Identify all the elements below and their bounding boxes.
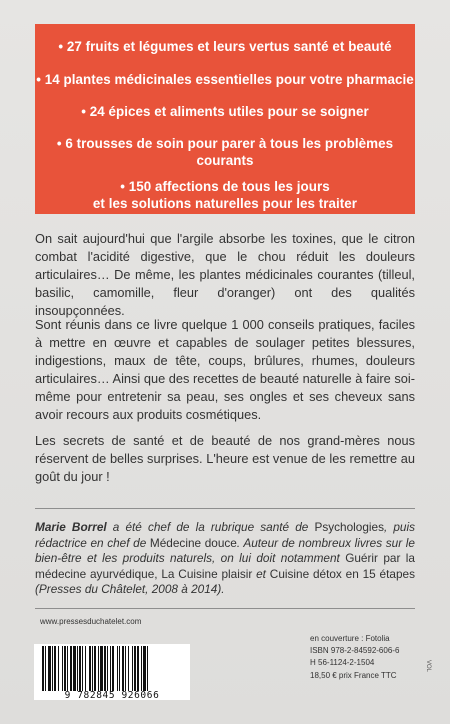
side-code: VOL [425,660,431,673]
blurb-paragraph-3: Les secrets de santé et de beauté de nos grand-mères nous réservent de belles surprises. L'heure est venue de les remettre au goût du jour ! [35,433,415,484]
cover-credit: en couverture : Fotolia [310,634,390,643]
bullet-affections: • 150 affections de tous les jours et les solutions naturelles pour les traiter [92,179,358,211]
blurb-paragraph-1: On sait aujourd'hui que l'argile absorbe les toxines, que le citron combat l'acidité digestive, que le chou réduit les douleurs articulaires… De même, les plantes médicinales courantes (tilleul, basilic, camomille, fleur d'oranger) ont des qualités insoupçonnées. [35,231,415,318]
author-bio: Marie Borrel a été chef de la rubrique santé de Psychologies, puis rédactrice en chef de Médecine douce. Auteur de nombreux livres sur le bien-être et les produits naturels, on lui doit notamment Guérir par la médecine ayurvédique, La Cuisine plaisir et Cuisine détox en 15 étapes (Presses du Châtelet, 2008 à 2014). [35,520,415,596]
barcode-number: 9 782845 926066 [64,690,160,701]
product-code: H 56-1124-2-1504 [310,658,375,668]
barcode-bar [148,646,150,691]
price: 18,50 € prix France TTC [310,670,397,680]
blurb-paragraph-2: Sont réunis dans ce livre quelque 1 000 conseils pratiques, faciles à mettre en œuvre et capables de soulager petites blessures, indigestions, maux de tête, coups, brûlures, rhumes, douleurs articulaires… Ainsi que des recettes de beauté naturelle à faire soi-même pour entretenir sa peau, ses ongles et ses cheveux sans avoir recours aux produits cosmétiques. [35,317,415,422]
barcode-bars [42,646,182,691]
author-name: Marie Borrel [35,520,107,534]
bullet-epices: • 24 épices et aliments utiles pour se soigner [81,104,369,119]
publication-credits [310,633,399,682]
bullet-plantes: • 14 plantes médicinales essentielles pour votre pharmacie [36,72,414,87]
divider [35,608,415,609]
bullet-fruits: • 27 fruits et légumes et leurs vertus santé et beauté [58,39,392,54]
bullet-trousses: • 6 trousses de soin pour parer à tous les problèmes courants [56,136,394,168]
barcode [34,644,190,700]
publisher-website: www.pressesduchatelet.com [40,617,142,626]
divider [35,508,415,509]
isbn: ISBN 978-2-84592-606-6 [310,646,400,656]
highlights-box [35,24,415,214]
